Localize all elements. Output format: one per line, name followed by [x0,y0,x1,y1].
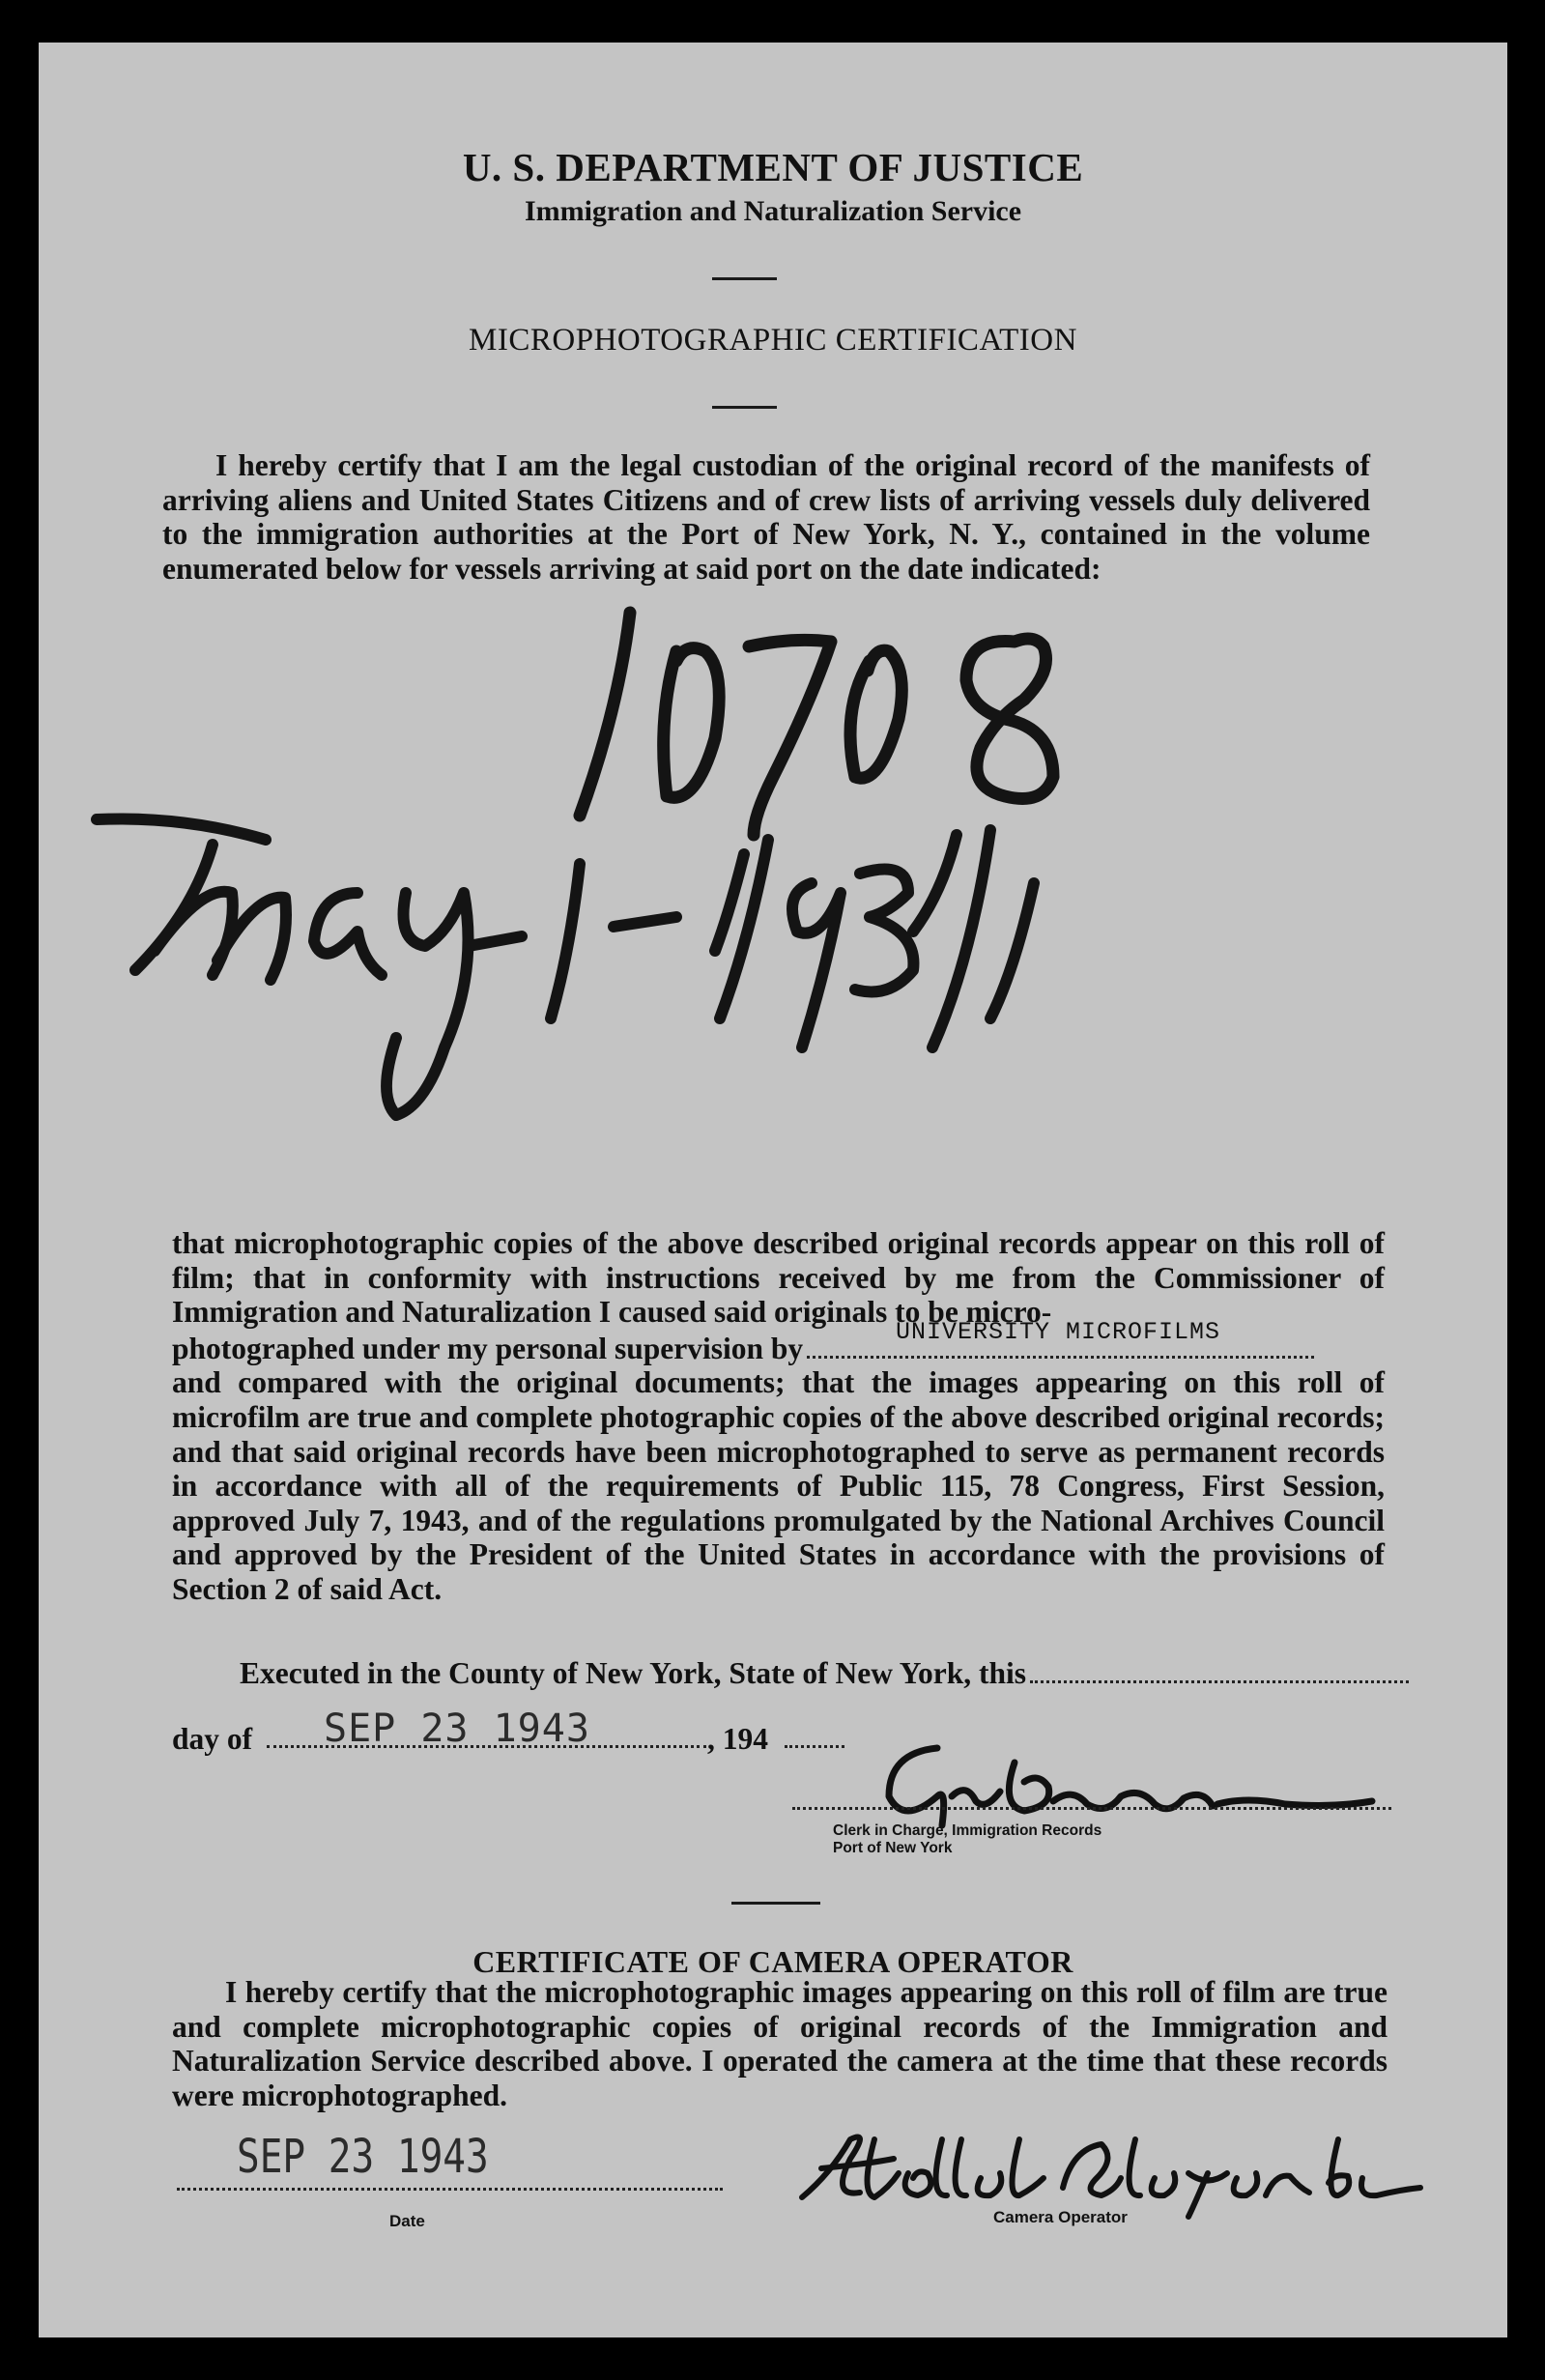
intro-text: I hereby certify that I am the legal custodian of the original record of the manifests of arriving aliens and United States Citizens and of crew lists of arriving vessels duly delivered to the immigration authorities at the Port of New York, N. Y., contained in the volume enumerated below for vessels arriving at said port on the date indicated: [162,448,1370,586]
service-subheading: Immigration and Naturalization Service [524,195,1022,227]
certification-title: MICROPHOTOGRAPHIC CERTIFICATION [469,323,1077,358]
certificate-sheet [39,43,1507,2337]
divider-bottom [731,1902,820,1905]
camera-certificate-title: CERTIFICATE OF CAMERA OPERATOR [472,1944,1073,1979]
camera-operator-label: Camera Operator [993,2208,1128,2226]
date-dotted-line [177,2188,723,2191]
day-of-label: day of [172,1722,253,1756]
body-text-part2: and compared with the original documents; that the images appearing on this roll of microfilm are true and complete photographic copies of the above described original records; and that said original records have been microphotographed to serve as permanent records in accordance with all of the requirements of Public 115, 78 Congress, First Session, approved July 7, 1943, and of the regulations promulgated by the National Archives Council and approved by the President of the United States in accordance with the provisions of Section 2 of said Act. [172,1365,1385,1606]
department-heading: U. S. DEPARTMENT OF JUSTICE [462,145,1084,189]
date-label: Date [389,2212,425,2230]
executed-dotted-line [1030,1680,1409,1683]
stamped-date-clerk: SEP 23 1943 [324,1706,590,1751]
stamped-date-camera: SEP 23 1943 [237,2130,489,2184]
executed-text: Executed in the County of New York, State of New York, this [240,1656,1027,1690]
clerk-title-line2: Port of New York [833,1840,953,1856]
operator-signature [783,2120,1440,2217]
typed-company-name: UNIVERSITY MICROFILMS [896,1318,1221,1346]
camera-text: I hereby certify that the microphotographic images appearing on this roll of film are true and complete microphotographic copies of original records of the Immigration and Naturalization Service described above. I operated the camera at the time that these records were microphotographed. [172,1975,1388,2112]
handwritten-date [39,43,1507,1202]
clerk-title [833,1822,1102,1857]
body-paragraph-1 [172,1226,1385,1607]
supervision-prefix: photographed under my personal supervision by [172,1331,804,1365]
executed-line [240,1656,1409,1691]
clerk-title-line1: Clerk in Charge, Immigration Records [833,1822,1102,1839]
clerk-signature-line [792,1807,1391,1810]
body-text-part1: that microphotographic copies of the above described original records appear on this roll of film; that in conformity with instructions received by me from the Commissioner of Immigration and Naturalization I caused said originals to be micro- [172,1226,1385,1330]
year-prefix: , 194 [707,1722,768,1756]
supervision-dotted-line [807,1356,1314,1359]
camera-paragraph [172,1975,1388,2112]
